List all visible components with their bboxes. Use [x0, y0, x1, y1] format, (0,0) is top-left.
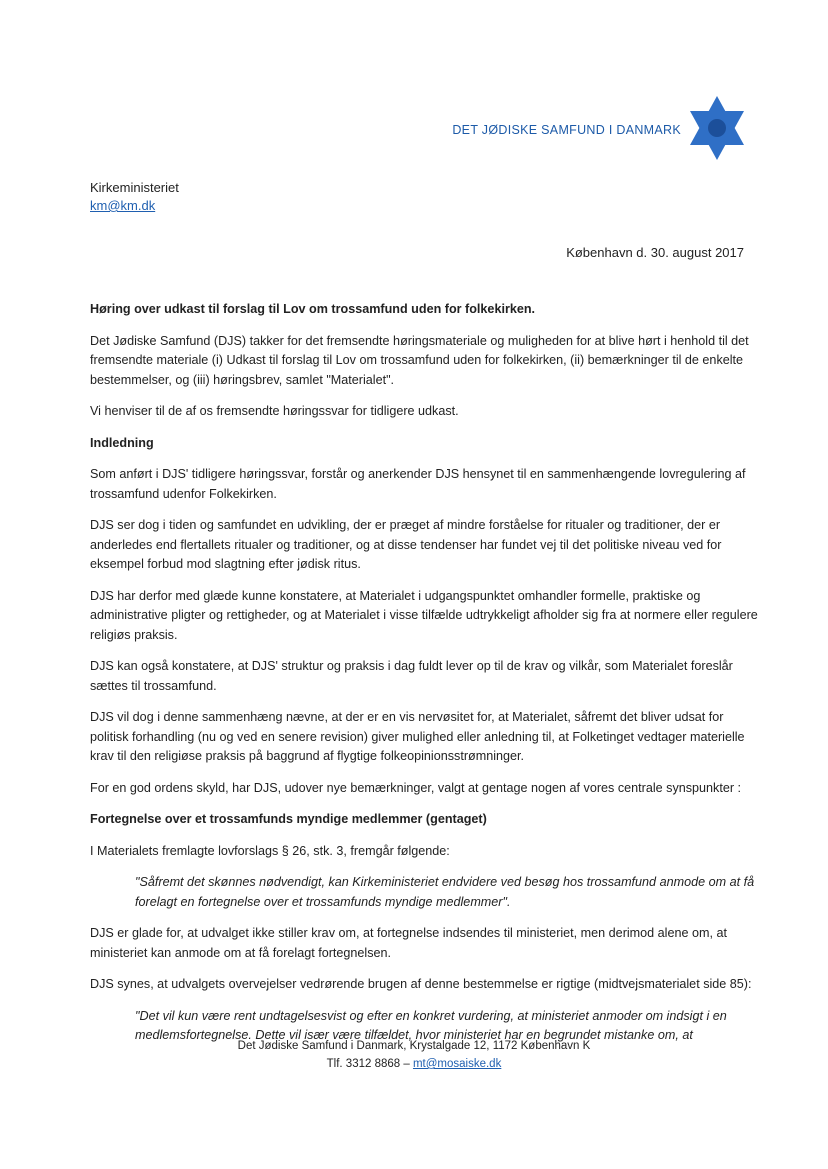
- recipient-block: [90, 179, 179, 215]
- paragraph: DJS har derfor med glæde kunne konstatere, at Materialet i udgangspunktet omhandler formelle, praktiske og administrative pligter og rettigheder, og at Materialet i visse tilfælde udtrykkeligt afholder sig fra at normere eller regulere religiøs praksis.: [90, 588, 758, 642]
- section-heading-register: Fortegnelse over et trossamfunds myndige medlemmer (gentaget): [90, 812, 487, 826]
- footer-contact: [0, 1055, 828, 1073]
- section-heading-intro: Indledning: [90, 435, 154, 450]
- paragraph: DJS synes, at udvalgets overvejelser vedrørende brugen af denne bestemmelse er rigtige (midtvejsmaterialet side 85):: [90, 977, 752, 991]
- recipient-email-link[interactable]: km@km.dk: [90, 198, 156, 213]
- footer-phone: Tlf. 3312 8868 –: [326, 1058, 410, 1070]
- paragraph: Vi henviser til de af os fremsendte høringssvar for tidligere udkast.: [90, 404, 459, 418]
- subject-heading: Høring over udkast til forslag til Lov om trossamfund uden for folkekirken.: [90, 302, 536, 316]
- letter-body: [90, 300, 760, 1058]
- recipient-name: Kirkeministeriet: [90, 180, 179, 195]
- paragraph: DJS kan også konstatere, at DJS' struktur og praksis i dag fuldt lever op til de krav og vilkår, som Materialet foreslår sættes til trossamfund.: [90, 659, 733, 693]
- star-of-david-icon: [686, 94, 748, 162]
- organization-name: DET JØDISKE SAMFUND I DANMARK: [452, 123, 681, 137]
- block-quote: "Det vil kun være rent undtagelsesvist og efter en konkret vurdering, at ministeriet anmoder om indsigt i en medlemsfortegnelse. Dette vil især være tilfældet, hvor ministeriet har en begrundet mistanke om, at: [135, 1008, 727, 1042]
- paragraph: I Materialets fremlagte lovforslags § 26, stk. 3, fremgår følgende:: [90, 843, 450, 858]
- block-quote: "Såfremt det skønnes nødvendigt, kan Kirkeministeriet endvidere ved besøg hos trossamfund anmode om at få forelagt en fortegnelse over et trossamfunds myndige medlemmer".: [135, 875, 755, 909]
- footer: [0, 1037, 828, 1073]
- paragraph: Det Jødiske Samfund (DJS) takker for det fremsendte høringsmateriale og muligheden for at blive hørt i henhold til det fremsendte materiale (i) Udkast til forslag til Lov om trossamfund uden for folkekirken, (ii) bemærkninger til de enkelte bestemmelser, og (iii) høringsbrev, samlet "Materialet".: [90, 333, 749, 387]
- paragraph: Som anført i DJS' tidligere høringssvar, forstår og anerkender DJS hensynet til en sammenhængende lovregulering af trossamfund udenfor Folkekirken.: [90, 467, 746, 501]
- date-line: København d. 30. august 2017: [566, 245, 744, 260]
- footer-address: Det Jødiske Samfund i Danmark, Krystalgade 12, 1172 København K: [237, 1040, 591, 1052]
- paragraph: DJS vil dog i denne sammenhæng nævne, at der er en vis nervøsitet for, at Materialet, såfremt det bliver udsat for politisk forhandling (nu og ved en senere revision) giver mulighed eller anledning til, at Folketinget vedtager materielle krav til den religiøse praksis på baggrund af flygtige folkeopinionsstrømninger.: [90, 710, 745, 763]
- letterhead: [448, 94, 748, 164]
- footer-email-link[interactable]: mt@mosaiske.dk: [412, 1058, 502, 1070]
- paragraph: DJS ser dog i tiden og samfundet en udvikling, der er præget af mindre forståelse for ritualer og traditioner, der er anderledes end flertallets ritualer og traditioner, og at disse tendenser har fundet vej til det politiske niveau ved for eksempel forbud mod slagtning efter jødisk ritus.: [90, 518, 722, 571]
- paragraph: For en god ordens skyld, har DJS, udover nye bemærkninger, valgt at gentage nogen af vores centrale synspunkter :: [90, 780, 742, 795]
- paragraph: DJS er glade for, at udvalget ikke stiller krav om, at fortegnelse indsendes til ministeriet, men derimod alene om, at ministeriet kan anmode om at få forelagt fortegnelsen.: [90, 926, 727, 960]
